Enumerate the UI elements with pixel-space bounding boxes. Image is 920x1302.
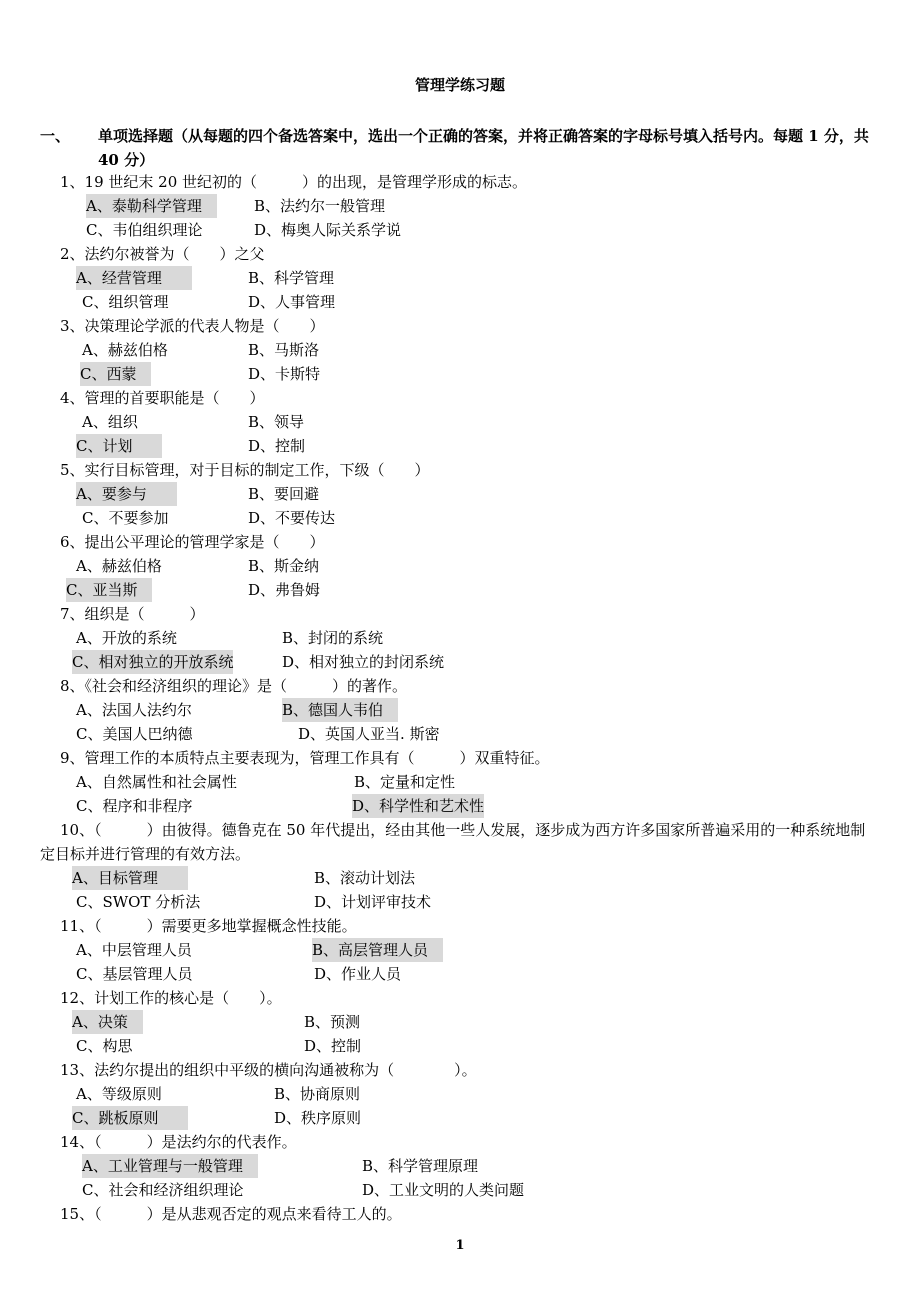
question-11-option-b: B、高层管理人员 (312, 938, 443, 962)
question-6-option-b: B、斯金纳 (248, 557, 320, 575)
question-12-stem: 12、计划工作的核心是（ ）。 (60, 989, 282, 1007)
question-14-option-a: A、工业管理与一般管理 (82, 1154, 258, 1178)
question-14-stem: 14、（ ）是法约尔的代表作。 (60, 1133, 297, 1151)
question-6-option-c: C、亚当斯 (66, 578, 152, 602)
question-5-stem: 5、实行目标管理，对于目标的制定工作，下级（ ） (60, 461, 430, 479)
question-6-option-a: A、赫兹伯格 (76, 557, 162, 575)
question-13-option-a: A、等级原则 (76, 1085, 162, 1103)
question-2-option-c: C、组织管理 (82, 293, 169, 311)
question-1-option-b: B、法约尔一般管理 (254, 197, 386, 215)
question-5-option-a: A、要参与 (76, 482, 177, 506)
question-7-stem: 7、组织是（ ） (60, 605, 205, 623)
question-7-option-b: B、封闭的系统 (282, 629, 384, 647)
question-1-stem: 1、19 世纪末 20 世纪初的（ ）的出现，是管理学形成的标志。 (60, 173, 528, 191)
question-2-option-a: A、经营管理 (76, 266, 192, 290)
question-9-option-b: B、定量和定性 (354, 773, 456, 791)
section-number: 一、 (40, 127, 71, 145)
question-13-option-b: B、协商原则 (274, 1085, 361, 1103)
question-1-option-a: A、泰勒科学管理 (86, 194, 217, 218)
question-11-option-a: A、中层管理人员 (76, 941, 192, 959)
question-10-option-a: A、目标管理 (72, 866, 188, 890)
question-4-option-b: B、领导 (248, 413, 305, 431)
question-5-option-b: B、要回避 (248, 485, 320, 503)
question-14-option-d: D、工业文明的人类问题 (362, 1181, 525, 1199)
question-12-option-a: A、决策 (72, 1010, 143, 1034)
question-12-option-d: D、控制 (304, 1037, 362, 1055)
page-number: 1 (455, 1238, 465, 1253)
question-4-option-c: C、计划 (76, 434, 162, 458)
question-3-option-b: B、马斯洛 (248, 341, 320, 359)
question-11-option-d: D、作业人员 (314, 965, 402, 983)
question-3-option-d: D、卡斯特 (248, 365, 321, 383)
question-8-option-a: A、法国人法约尔 (76, 701, 192, 719)
question-10-stem: 10、（ ）由彼得。德鲁克在 50 年代提出，经由其他一些人发展，逐步成为西方许多国家所普遍采用的一种系统地制定目标并进行管理的有效方法。 (40, 821, 866, 863)
question-7-option-d: D、相对独立的封闭系统 (282, 653, 445, 671)
question-6-option-d: D、弗鲁姆 (248, 581, 321, 599)
question-8-option-c: C、美国人巴纳德 (76, 725, 193, 743)
question-11-option-c: C、基层管理人员 (76, 965, 193, 983)
question-4-stem: 4、管理的首要职能是（ ） (60, 389, 265, 407)
question-3-option-c: C、西蒙 (80, 362, 151, 386)
question-11-stem: 11、（ ）需要更多地掌握概念性技能。 (60, 917, 357, 935)
question-15-stem: 15、（ ）是从悲观否定的观点来看待工人的。 (60, 1205, 402, 1223)
question-8-stem: 8、《社会和经济组织的理论》是（ ）的著作。 (60, 677, 408, 695)
section-instructions: 单项选择题（从每题的四个备选答案中，选出一个正确的答案，并将正确答案的字母标号填入括号内。每题 1 分，共 40 分） (98, 127, 869, 169)
question-9-option-a: A、自然属性和社会属性 (76, 773, 237, 791)
question-6-stem: 6、提出公平理论的管理学家是（ ） (60, 533, 325, 551)
question-2-option-d: D、人事管理 (248, 293, 336, 311)
question-4-option-a: A、组织 (82, 413, 138, 431)
question-2-stem: 2、法约尔被誉为（ ）之父 (60, 245, 265, 263)
question-10-option-c: C、SWOT 分析法 (76, 893, 201, 911)
question-5-option-c: C、不要参加 (82, 509, 169, 527)
question-8-option-d: D、英国人亚当. 斯密 (298, 725, 440, 743)
question-3-option-a: A、赫兹伯格 (82, 341, 168, 359)
question-5-option-d: D、不要传达 (248, 509, 336, 527)
question-12-option-b: B、预测 (304, 1013, 361, 1031)
question-3-stem: 3、决策理论学派的代表人物是（ ） (60, 317, 325, 335)
question-13-stem: 13、法约尔提出的组织中平级的横向沟通被称为（ ）。 (60, 1061, 477, 1079)
question-9-option-d: D、科学性和艺术性 (352, 794, 484, 818)
question-13-option-c: C、跳板原则 (72, 1106, 188, 1130)
question-13-option-d: D、秩序原则 (274, 1109, 362, 1127)
question-9-stem: 9、管理工作的本质特点主要表现为，管理工作具有（ ）双重特征。 (60, 749, 550, 767)
question-14-option-c: C、社会和经济组织理论 (82, 1181, 244, 1199)
question-1-option-d: D、梅奥人际关系学说 (254, 221, 402, 239)
question-8-option-b: B、德国人韦伯 (282, 698, 398, 722)
question-10-option-b: B、滚动计划法 (314, 869, 416, 887)
question-14-option-b: B、科学管理原理 (362, 1157, 479, 1175)
page-title: 管理学练习题 (414, 76, 505, 94)
question-7-option-a: A、开放的系统 (76, 629, 177, 647)
question-10-option-d: D、计划评审技术 (314, 893, 432, 911)
question-12-option-c: C、构思 (76, 1037, 133, 1055)
question-7-option-c: C、相对独立的开放系统 (72, 650, 233, 674)
question-4-option-d: D、控制 (248, 437, 306, 455)
question-1-option-c: C、韦伯组织理论 (86, 221, 203, 239)
question-9-option-c: C、程序和非程序 (76, 797, 193, 815)
question-2-option-b: B、科学管理 (248, 269, 335, 287)
